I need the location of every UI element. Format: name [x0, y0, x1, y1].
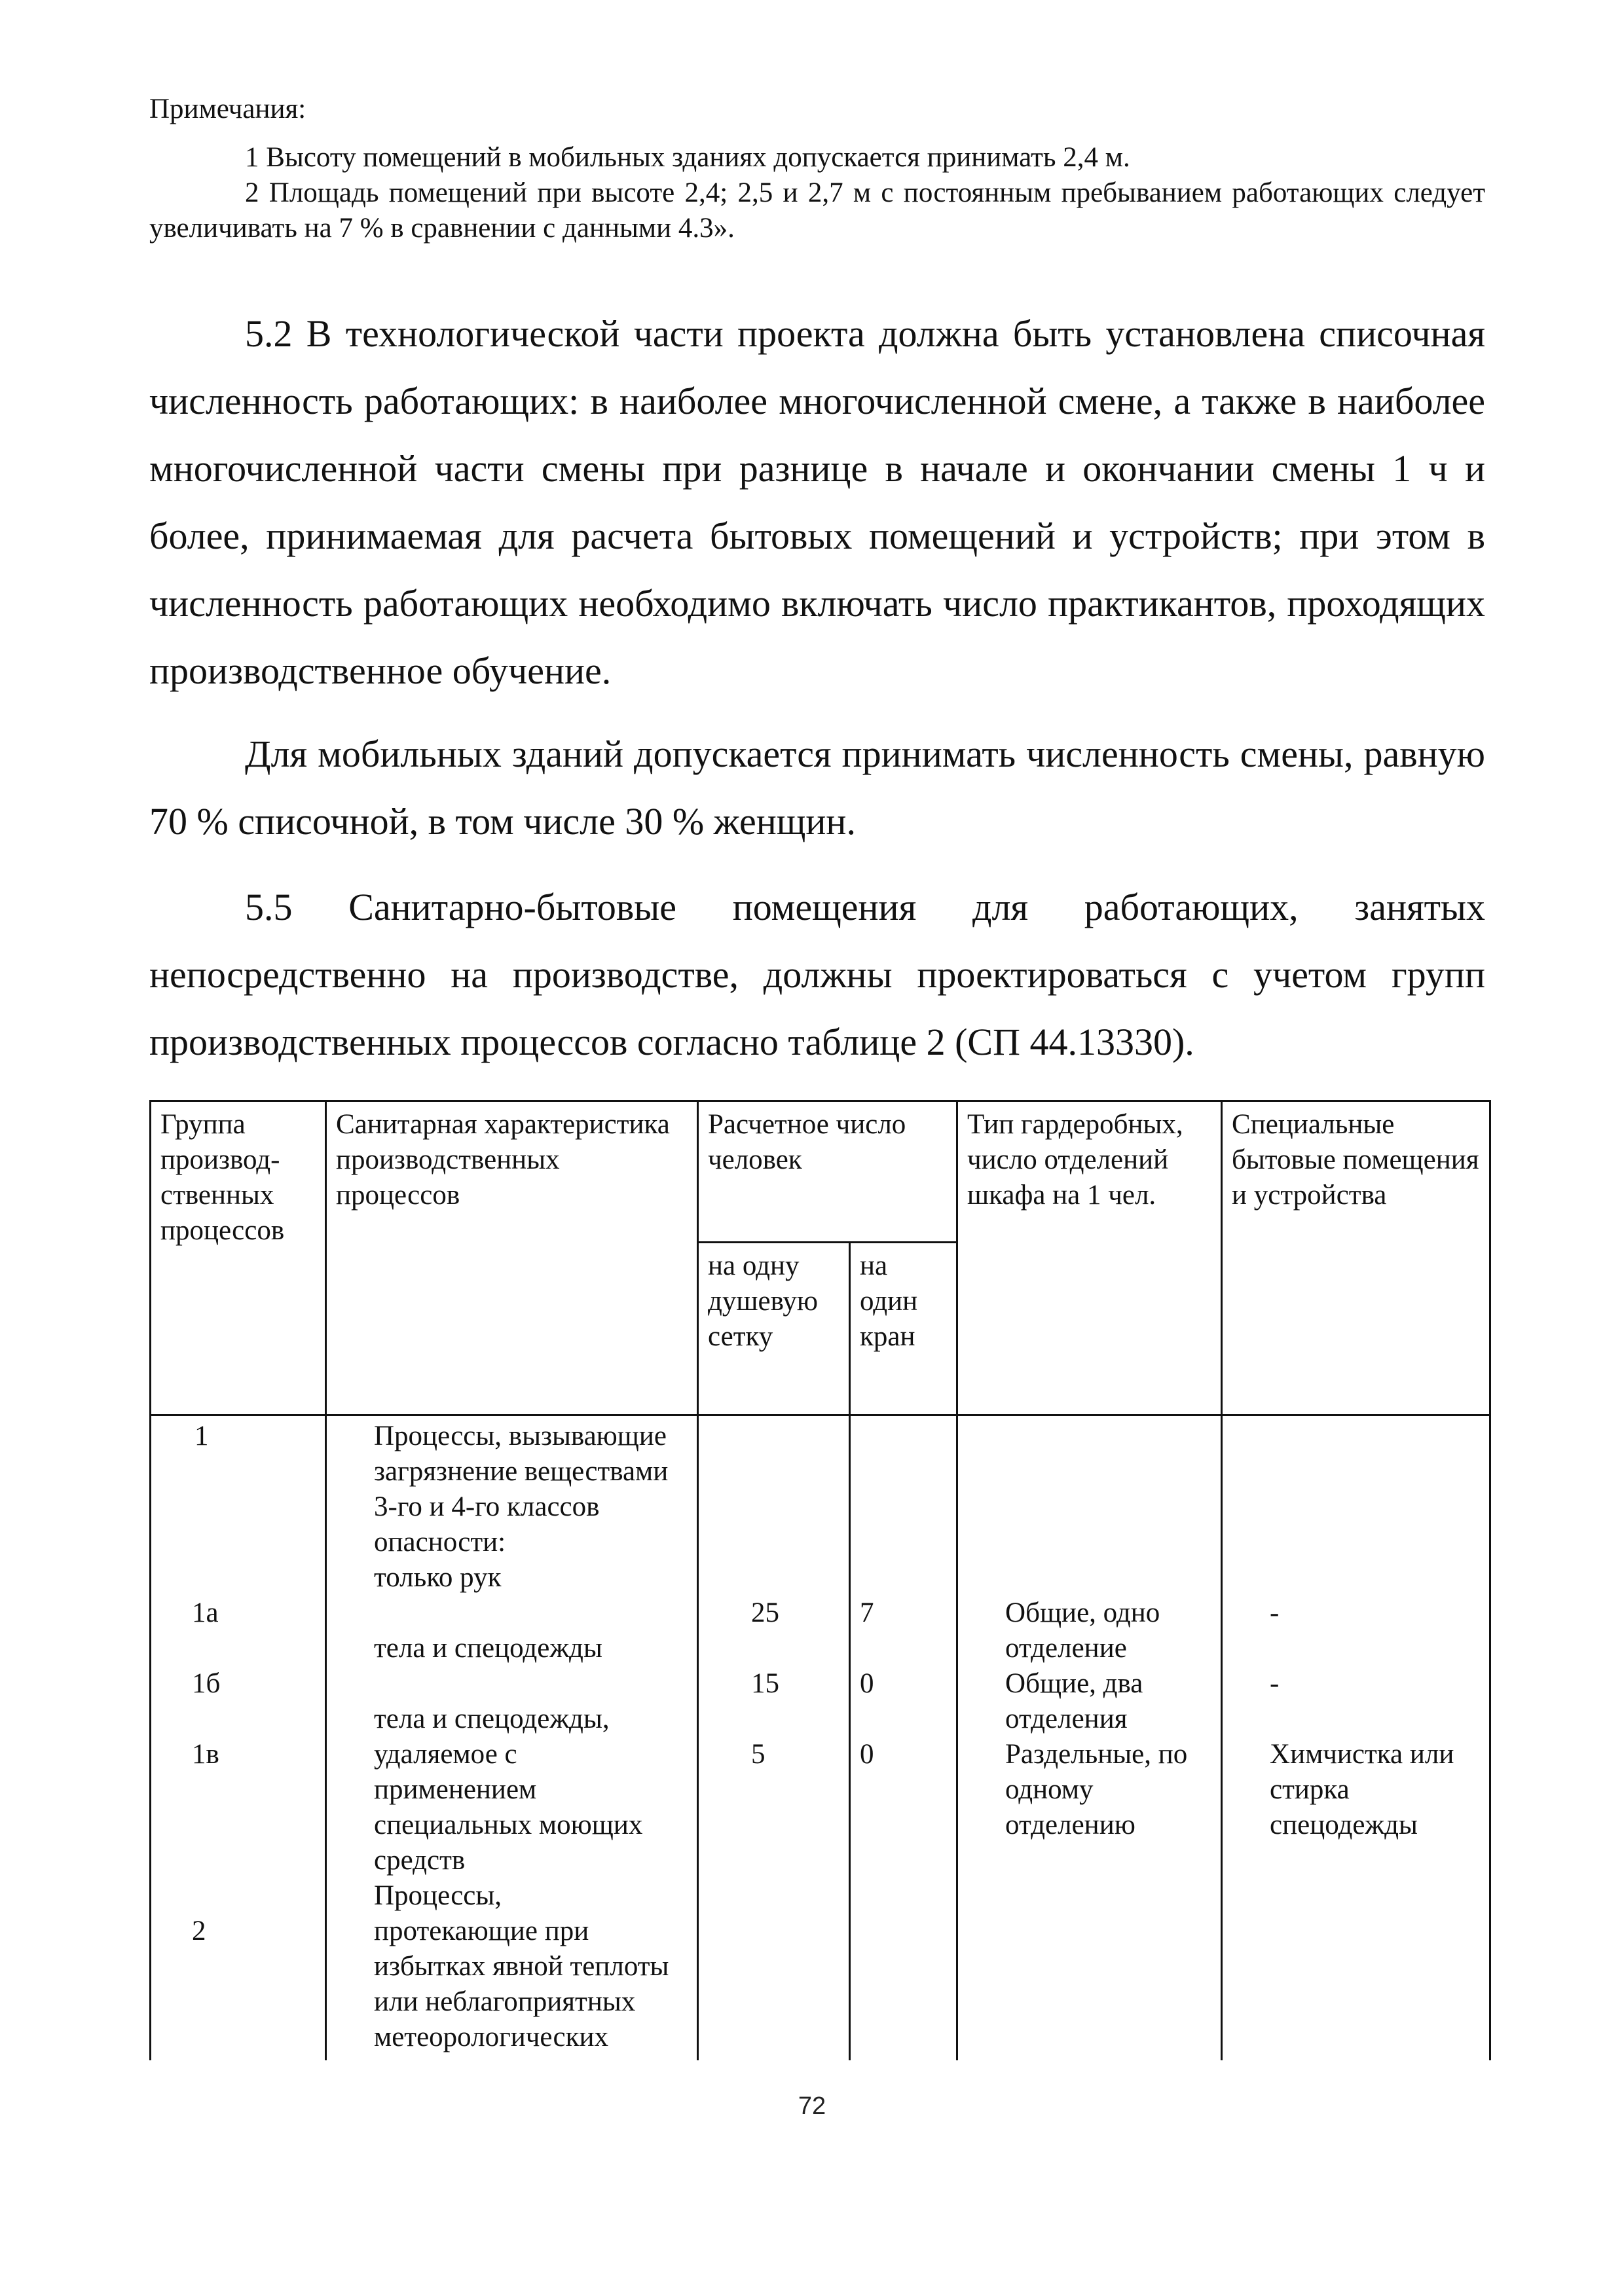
notes-title: Примечания:: [149, 94, 306, 124]
spacer: [374, 1595, 671, 1631]
header-calc-count: Расчетное число человек: [698, 1101, 957, 1243]
note-item-2: [149, 175, 1485, 246]
spacer: [194, 1560, 316, 1595]
special-1a: -: [1270, 1597, 1280, 1628]
shower-1a: 25: [751, 1597, 779, 1628]
cell-tap: [850, 1415, 957, 2061]
group-1a: 1а: [192, 1597, 219, 1628]
spacer: [1270, 1489, 1476, 1525]
spacer: [1270, 1560, 1476, 1595]
spacer: [751, 1560, 840, 1595]
spacer: [860, 1525, 947, 1560]
spacer: [860, 1702, 947, 1737]
note-item-2-text: 2 Площадь помещений при высоте 2,4; 2,5 и 2,7 м с постоянным пребыванием работающих следует увеличивать на 7 % в сравнении с данными 4.3».: [149, 177, 1485, 244]
spacer: [1005, 1454, 1201, 1489]
spacer: [374, 1666, 671, 1702]
header-per-shower: на одну душевую сетку: [698, 1243, 850, 1415]
header-group: Группа производ-ственных процессов: [151, 1101, 326, 1415]
paragraph-5-5: 5.5 Санитарно-бытовые помещения для работающих, занятых непосредственно на производстве, должны проектироваться с учетом групп производственных процессов согласно таблице 2 (СП 44.13330).: [149, 886, 1485, 1063]
char-1: Процессы, вызывающие загрязнение веществами 3-го и 4-го классов опасности:: [374, 1421, 669, 1558]
notes-block: [149, 92, 1485, 246]
spacer: [1270, 1525, 1476, 1560]
special-1v: Химчистка или стирка спецодежды: [1270, 1739, 1454, 1840]
spacer: [194, 1878, 316, 1914]
spacer: [1270, 1454, 1476, 1489]
wardrobe-1a: Общие, одно отделение: [1005, 1597, 1160, 1664]
group-1b: 1б: [192, 1668, 221, 1699]
header-wardrobe: Тип гардеробных, число отделений шкафа на 1 чел.: [957, 1101, 1222, 1415]
spacer: [194, 1808, 316, 1843]
spacer: [751, 1702, 840, 1737]
spacer: [751, 1631, 840, 1666]
header-characteristic: Санитарная характеристика производственных процессов: [326, 1101, 698, 1415]
spacer: [194, 1702, 316, 1737]
shower-1b: 15: [751, 1668, 779, 1699]
cell-group: [151, 1415, 326, 2061]
spacer: [1270, 1702, 1476, 1737]
paragraph-mobile-buildings: Для мобильных зданий допускается принимать численность смены, равную 70 % списочной, в том числе 30 % женщин.: [149, 733, 1485, 843]
char-1b: тела и спецодежды: [374, 1633, 602, 1664]
tap-1v: 0: [860, 1739, 874, 1770]
sanitary-groups-table: [149, 1100, 1491, 2060]
shower-1v: 5: [751, 1739, 766, 1770]
cell-characteristic: [326, 1415, 698, 2061]
spacer: [194, 1454, 316, 1489]
spacer: [860, 1454, 947, 1489]
spacer: [1005, 1525, 1201, 1560]
spacer: [194, 1525, 316, 1560]
spacer: [751, 1419, 840, 1454]
cell-special: [1222, 1415, 1490, 2061]
spacer: [1005, 1489, 1201, 1525]
spacer: [1005, 1560, 1201, 1595]
spacer: [1270, 1419, 1476, 1454]
spacer: [860, 1631, 947, 1666]
spacer: [751, 1489, 840, 1525]
group-2: 2: [192, 1916, 206, 1946]
note-item-1-text: 1 Высоту помещений в мобильных зданиях допускается принимать 2,4 м.: [245, 142, 1130, 173]
header-per-tap: на один кран: [850, 1243, 957, 1415]
cell-wardrobe: [957, 1415, 1222, 2061]
spacer: [860, 1560, 947, 1595]
note-item-1: [149, 140, 1485, 175]
spacer: [194, 1489, 316, 1525]
paragraph-5-2: 5.2 В технологической части проекта должна быть установлена списочная численность работающих: в наиболее многочисленной смене, а также в наиболее многочисленной части смены при разнице в начале и окончании смены 1 ч и более, принимаемая для расчета бытовых помещений и устройств; при этом в численность работающих необходимо включать число практикантов, проходящих производственное обучение.: [149, 312, 1485, 692]
spacer: [1270, 1631, 1476, 1666]
wardrobe-1b: Общие, два отделения: [1005, 1668, 1143, 1734]
header-special: Специальные бытовые помещения и устройства: [1222, 1101, 1490, 1415]
char-1v: тела и спецодежды, удаляемое с применением специальных моющих средств: [374, 1704, 643, 1876]
tap-1a: 7: [860, 1597, 874, 1628]
wardrobe-1v: Раздельные, по одному отделению: [1005, 1739, 1188, 1840]
spacer: [194, 1772, 316, 1808]
spacer: [194, 1631, 316, 1666]
char-1a: только рук: [374, 1562, 502, 1593]
special-1b: -: [1270, 1668, 1280, 1699]
spacer: [860, 1489, 947, 1525]
table-header-row: [151, 1101, 1490, 1243]
spacer: [751, 1525, 840, 1560]
spacer: [860, 1419, 947, 1454]
spacer: [194, 1843, 316, 1878]
page-number: 72: [798, 2092, 826, 2120]
char-2: Процессы, протекающие при избытках явной теплоты или неблагоприятных метеорологических: [374, 1880, 669, 2052]
group-1: 1: [194, 1421, 209, 1451]
spacer: [1005, 1419, 1201, 1454]
table-row: [151, 1415, 1490, 2061]
group-1v: 1в: [192, 1739, 219, 1770]
spacer: [751, 1454, 840, 1489]
tap-1b: 0: [860, 1668, 874, 1699]
cell-shower: [698, 1415, 850, 2061]
